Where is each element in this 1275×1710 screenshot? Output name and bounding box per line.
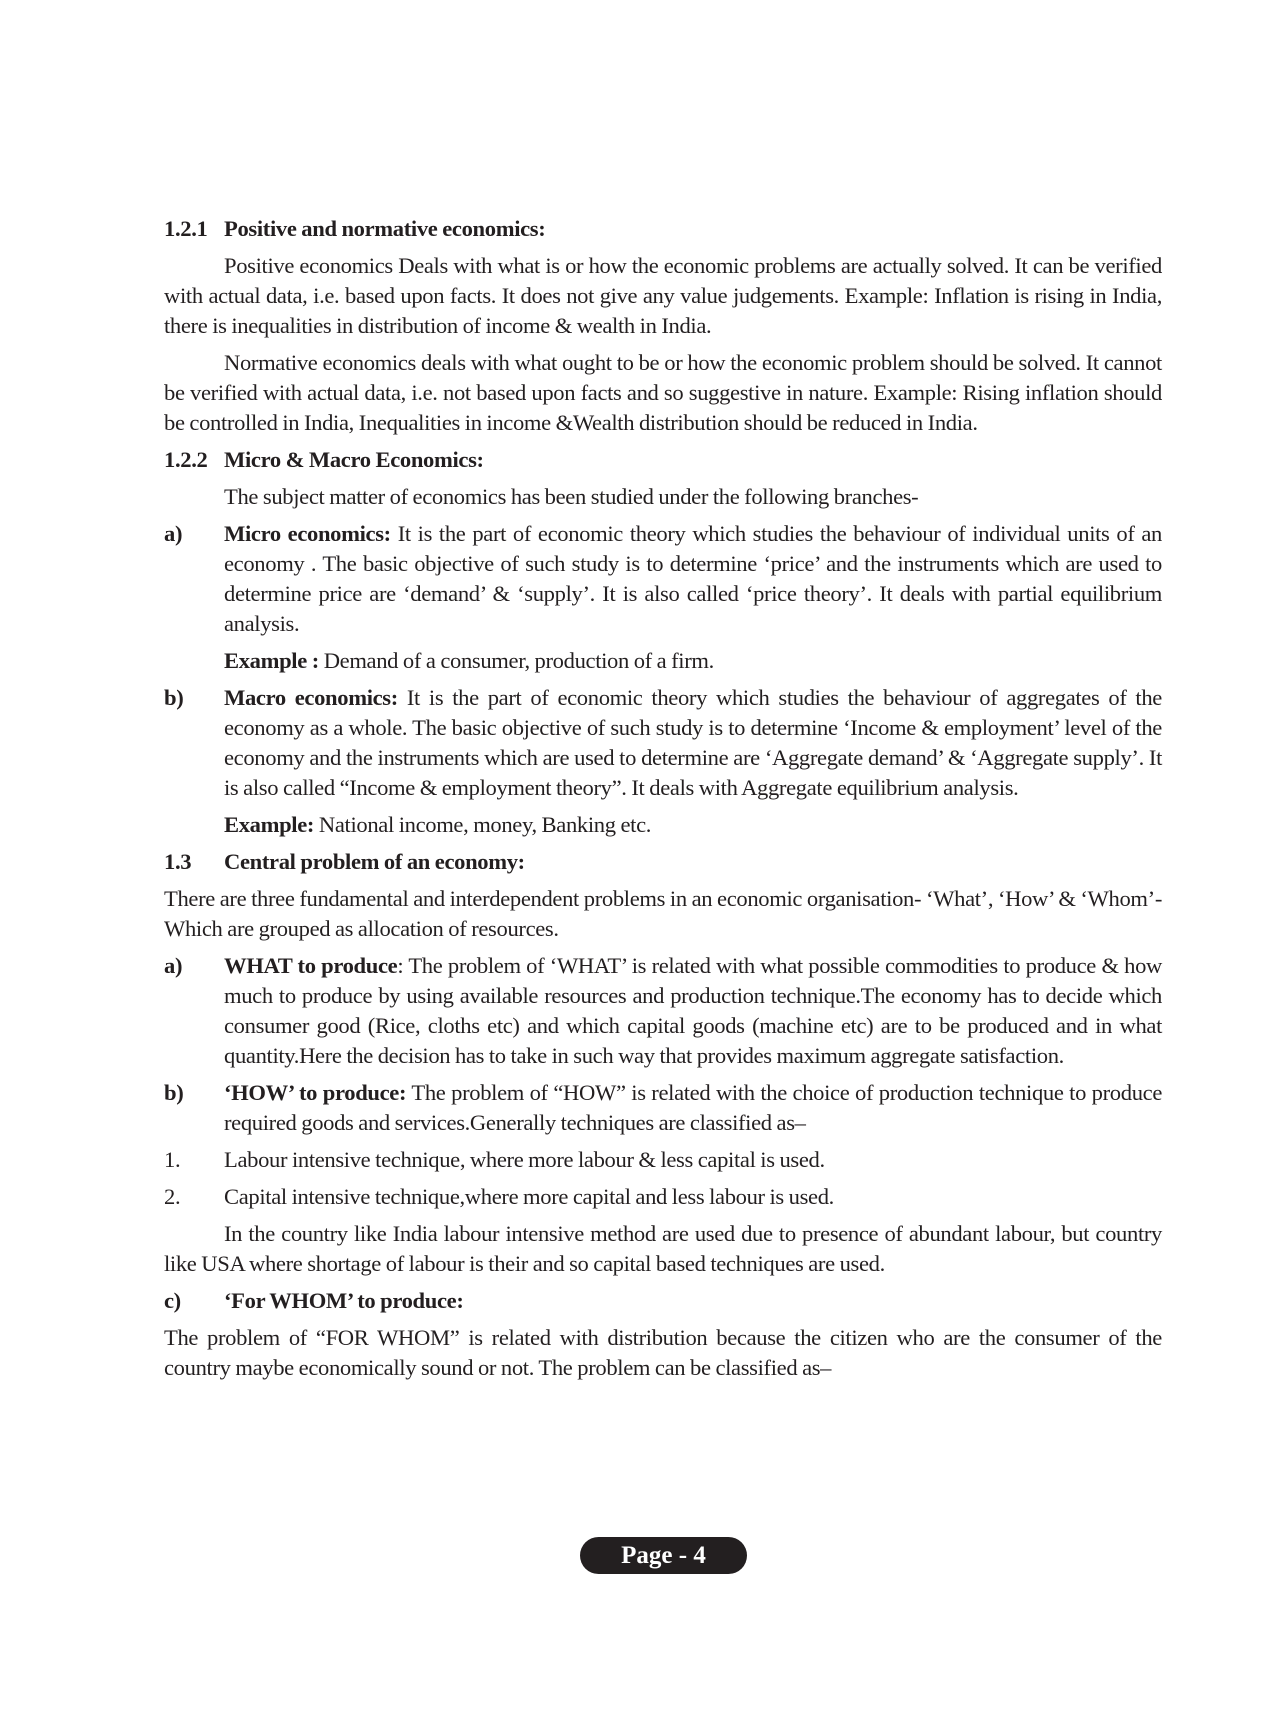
term-label: WHAT to produce — [224, 953, 398, 978]
term-label: ‘HOW’ to produce: — [224, 1080, 407, 1105]
section-heading-1-2-2 — [164, 445, 1162, 475]
section-heading-1-2-1 — [164, 214, 1162, 244]
item-text: The problem of “HOW” is related with the choice of production technique to produce required goods and services.Generally techniques are classified as– — [224, 1080, 1162, 1135]
list-marker: a) — [164, 521, 183, 546]
list-item-macro-economics — [164, 683, 1162, 803]
list-item-for-whom — [164, 1286, 1162, 1316]
item-text: : The problem of ‘WHAT’ is related with what possible commodities to produce & how much to produce by using available resources and production technique.The economy has to decide which consumer good (Rice, cloths etc) and which capital goods (machine etc) are to be produced and in what quantity.Here the decision has to take in such way that provides maximum aggregate satisfaction. — [224, 953, 1162, 1068]
section-number: 1.2.2 — [164, 447, 208, 472]
example-label: Example : — [224, 648, 319, 673]
normative-economics-paragraph: Normative economics deals with what ought to be or how the economic problem should be solved. It cannot be verified with actual data, i.e. not based upon facts and so suggestive in nature. Example: Rising inflation should be controlled in India, Inequalities in income &Wealth distribution should be reduced in India. — [164, 350, 1162, 435]
section-title: Micro & Macro Economics: — [224, 447, 484, 472]
list-item-how-to-produce — [164, 1078, 1162, 1138]
section-heading-1-3 — [164, 847, 1162, 877]
example-text: National income, money, Banking etc. — [314, 812, 652, 837]
term-label: Micro economics: — [224, 521, 391, 546]
list-marker: b) — [164, 1080, 184, 1105]
branches-intro: The subject matter of economics has been studied under the following branches- — [224, 484, 919, 509]
section-number: 1.3 — [164, 849, 192, 874]
term-label: ‘For WHOM’ to produce: — [224, 1288, 464, 1313]
list-item-micro-economics — [164, 519, 1162, 639]
list-marker: c) — [164, 1288, 181, 1313]
list-marker: 2. — [164, 1184, 181, 1209]
example-text: Demand of a consumer, production of a firm. — [318, 648, 714, 673]
example-label: Example: — [224, 812, 315, 837]
section-title: Central problem of an economy: — [224, 849, 525, 874]
term-label: Macro economics: — [224, 685, 398, 710]
central-problem-intro: There are three fundamental and interdependent problems in an economic organisation- ‘What’, ‘How’ & ‘Whom’- Which are grouped as allocation of resources. — [164, 886, 1162, 941]
section-number: 1.2.1 — [164, 216, 208, 241]
list-marker: 1. — [164, 1147, 181, 1172]
item-text: Capital intensive technique,where more capital and less labour is used. — [224, 1184, 834, 1209]
list-marker: b) — [164, 685, 184, 710]
section-title: Positive and normative economics: — [224, 216, 546, 241]
page-number-badge: Page - 4 — [580, 1537, 747, 1574]
item-text: It is the part of economic theory which studies the behaviour of individual units of an economy . The basic objective of such study is to determine ‘price’ and the instruments which are used to determine price are ‘demand’ & ‘supply’. It is also called ‘price theory’. It deals with partial equilibrium analysis. — [224, 521, 1162, 636]
list-item-labour-intensive — [164, 1145, 1162, 1175]
item-text: It is the part of economic theory which studies the behaviour of aggregates of the economy as a whole. The basic objective of such study is to determine ‘Income & employment’ level of the economy and the instruments which are used to determine are ‘Aggregate demand’ & ‘Aggregate supply’. It is also called “Income & employment theory”. It deals with Aggregate equilibrium analysis. — [224, 685, 1162, 800]
india-usa-paragraph: In the country like India labour intensive method are used due to presence of abundant labour, but country like USA where shortage of labour is their and so capital based techniques are used. — [164, 1221, 1162, 1276]
micro-example — [224, 646, 1162, 676]
positive-economics-paragraph: Positive economics Deals with what is or how the economic problems are actually solved. It can be verified with actual data, i.e. based upon facts. It does not give any value judgements. Example: Inflation is rising in India, there is inequalities in distribution of income & wealth in India. — [164, 253, 1162, 338]
list-item-capital-intensive — [164, 1182, 1162, 1212]
list-item-what-to-produce — [164, 951, 1162, 1071]
list-marker: a) — [164, 953, 183, 978]
item-text: Labour intensive technique, where more labour & less capital is used. — [224, 1147, 825, 1172]
page-content — [164, 214, 1162, 1390]
macro-example — [224, 810, 1162, 840]
for-whom-paragraph: The problem of “FOR WHOM” is related with distribution because the citizen who are the consumer of the country maybe economically sound or not. The problem can be classified as– — [164, 1325, 1162, 1380]
